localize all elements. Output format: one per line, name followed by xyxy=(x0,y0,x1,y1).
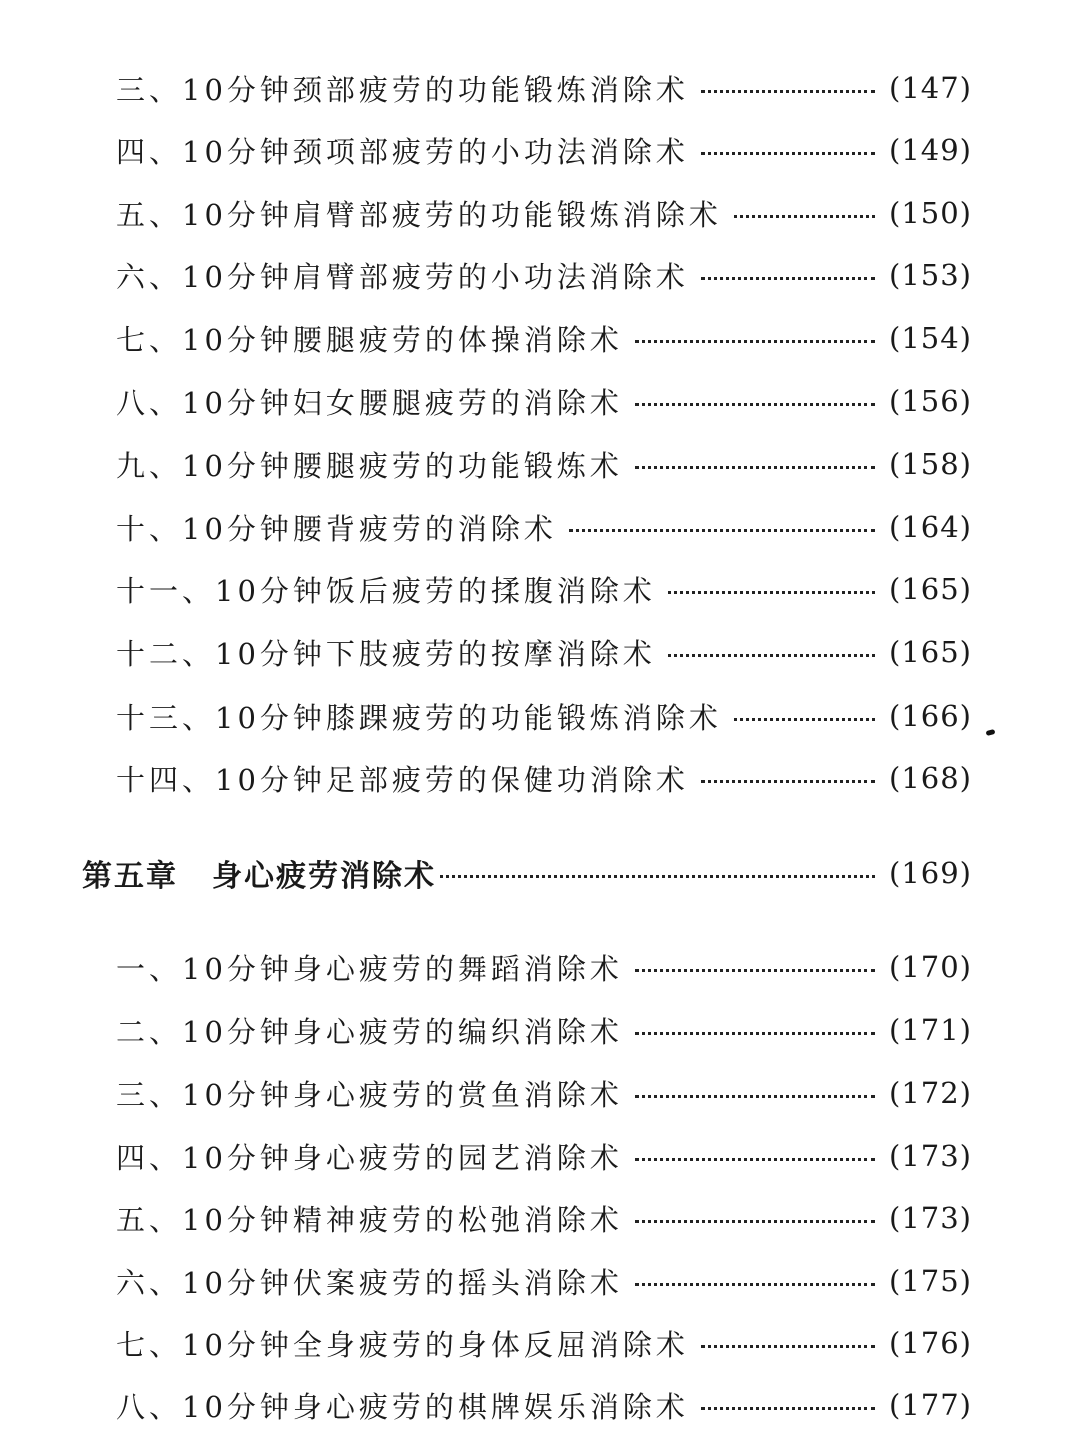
toc-entry-page: (173) xyxy=(889,1201,972,1235)
chapter-heading xyxy=(82,848,972,898)
toc-leader-dots xyxy=(635,1259,875,1303)
toc-leader-dots xyxy=(701,66,875,110)
toc-entry-page: (175) xyxy=(889,1264,972,1298)
toc-entry-page: (172) xyxy=(889,1076,972,1110)
toc-entry xyxy=(116,1071,972,1115)
toc-entry xyxy=(116,1321,972,1365)
toc-entry-title: 三、10分钟身心疲劳的赏鱼消除术 xyxy=(116,1077,623,1112)
toc-entry-page: (149) xyxy=(889,133,972,167)
toc-leader-dots xyxy=(635,442,875,486)
toc-entry-title: 五、10分钟肩臂部疲劳的功能锻炼消除术 xyxy=(116,197,722,232)
toc-entry xyxy=(116,756,972,800)
toc-leader-dots xyxy=(701,756,875,800)
toc-entry xyxy=(116,191,972,235)
toc-entry xyxy=(116,1383,972,1427)
toc-entry-title: 二、10分钟身心疲劳的编织消除术 xyxy=(116,1014,623,1049)
toc-entry-title: 十二、10分钟下肢疲劳的按摩消除术 xyxy=(116,636,656,671)
toc-entry-title: 七、10分钟全身疲劳的身体反屈消除术 xyxy=(116,1327,689,1362)
toc-entry xyxy=(116,128,972,172)
toc-entry-page: (158) xyxy=(889,447,972,481)
toc-entry-title: 四、10分钟身心疲劳的园艺消除术 xyxy=(116,1140,623,1175)
toc-entry-page: (176) xyxy=(889,1326,972,1360)
toc-entry xyxy=(116,630,972,674)
chapter-number: 第五章 xyxy=(82,859,178,894)
toc-leader-dots xyxy=(569,505,875,549)
toc-leader-dots xyxy=(734,694,875,738)
toc-entry-page: (147) xyxy=(889,71,972,105)
toc-leader-dots xyxy=(668,630,875,674)
toc-entry-page: (156) xyxy=(889,384,972,418)
toc-entry-title: 十四、10分钟足部疲劳的保健功消除术 xyxy=(116,762,689,797)
toc-entry xyxy=(116,316,972,360)
toc-entry-title: 八、10分钟妇女腰腿疲劳的消除术 xyxy=(116,385,623,420)
toc-entry-title: 四、10分钟颈项部疲劳的小功法消除术 xyxy=(116,134,689,169)
toc-entry xyxy=(116,1259,972,1303)
toc-entry xyxy=(116,379,972,423)
toc-entry xyxy=(116,945,972,989)
toc-entry xyxy=(116,253,972,297)
toc-entry-title: 七、10分钟腰腿疲劳的体操消除术 xyxy=(116,322,623,357)
toc-entry-title: 十一、10分钟饭后疲劳的揉腹消除术 xyxy=(116,573,656,608)
toc-entry xyxy=(116,66,972,110)
toc-entry-page: (166) xyxy=(889,699,972,733)
toc-leader-dots xyxy=(635,1008,875,1052)
toc-entry-title: 三、10分钟颈部疲劳的功能锻炼消除术 xyxy=(116,72,689,107)
toc-leader-dots xyxy=(635,1196,875,1240)
toc-leader-dots xyxy=(635,1071,875,1115)
toc-leader-dots xyxy=(701,1383,875,1427)
toc-entry-title: 十、10分钟腰背疲劳的消除术 xyxy=(116,511,557,546)
chapter-page: (169) xyxy=(889,856,972,890)
toc-entry-title: 一、10分钟身心疲劳的舞蹈消除术 xyxy=(116,951,623,986)
toc-leader-dots xyxy=(635,945,875,989)
toc-entry xyxy=(116,505,972,549)
toc-leader-dots xyxy=(635,379,875,423)
toc-entry xyxy=(116,1134,972,1178)
toc-entry-title: 八、10分钟身心疲劳的棋牌娱乐消除术 xyxy=(116,1389,689,1424)
chapter-title: 身心疲劳消除术 xyxy=(212,859,436,894)
toc-entry xyxy=(116,567,972,611)
toc-entry-page: (150) xyxy=(889,196,972,230)
toc-entry-page: (165) xyxy=(889,572,972,606)
toc-entry-page: (177) xyxy=(889,1388,972,1422)
toc-entry-page: (171) xyxy=(889,1013,972,1047)
toc-leader-dots xyxy=(701,1321,875,1365)
toc-leader-dots xyxy=(701,128,875,172)
toc-entry-page: (153) xyxy=(889,258,972,292)
toc-leader-dots xyxy=(734,191,875,235)
toc-leader-dots xyxy=(635,316,875,360)
toc-entry-title: 六、10分钟伏案疲劳的摇头消除术 xyxy=(116,1265,623,1300)
toc-entry-title: 五、10分钟精神疲劳的松弛消除术 xyxy=(116,1202,623,1237)
toc-entry-title: 十三、10分钟膝踝疲劳的功能锻炼消除术 xyxy=(116,700,722,735)
toc-entry-page: (165) xyxy=(889,635,972,669)
toc-leader-dots xyxy=(440,851,875,895)
toc-leader-dots xyxy=(635,1134,875,1178)
toc-entry-title: 六、10分钟肩臂部疲劳的小功法消除术 xyxy=(116,259,689,294)
toc-entry-page: (170) xyxy=(889,950,972,984)
toc-entry-page: (164) xyxy=(889,510,972,544)
scan-speck xyxy=(986,729,996,736)
toc-leader-dots xyxy=(701,253,875,297)
toc-leader-dots xyxy=(668,567,875,611)
toc-entry-page: (154) xyxy=(889,321,972,355)
toc-entry-page: (168) xyxy=(889,761,972,795)
toc-entry xyxy=(116,1196,972,1240)
toc-entry xyxy=(116,1008,972,1052)
toc-entry-title: 九、10分钟腰腿疲劳的功能锻炼术 xyxy=(116,448,623,483)
toc-entry xyxy=(116,442,972,486)
toc-entry-page: (173) xyxy=(889,1139,972,1173)
toc-entry xyxy=(116,694,972,738)
